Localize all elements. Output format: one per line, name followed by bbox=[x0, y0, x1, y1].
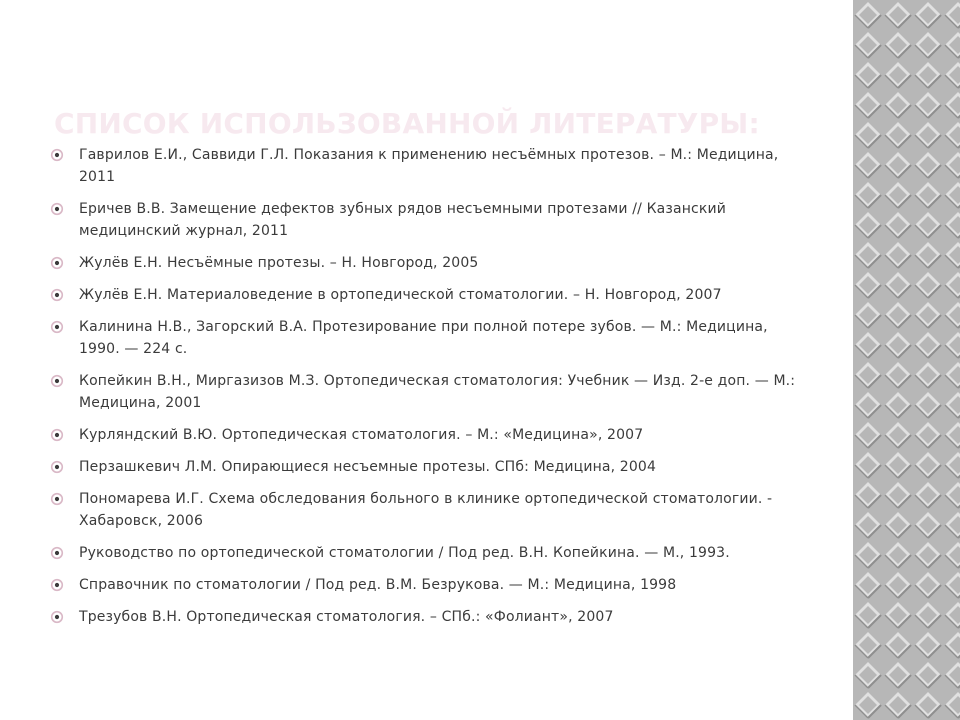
reference-item bbox=[50, 456, 810, 478]
reference-text: Пономарева И.Г. Схема обследования больного в клинике ортопедической стоматологии. - Хабаровск, 2006 bbox=[79, 491, 773, 529]
reference-text: Гаврилов Е.И., Саввиди Г.Л. Показания к применению несъёмных протезов. – М.: Медицина, 2011 bbox=[79, 147, 779, 185]
slide-title: СПИСОК ИСПОЛЬЗОВАННОЙ ЛИТЕРАТУРЫ: bbox=[54, 107, 760, 140]
diamond-pattern bbox=[853, 0, 960, 720]
circled-dot-bullet-icon bbox=[50, 578, 64, 592]
reference-item bbox=[50, 198, 810, 242]
decorative-side-pattern bbox=[853, 0, 960, 720]
circled-dot-bullet-icon bbox=[50, 546, 64, 560]
circled-dot-bullet-icon bbox=[50, 256, 64, 270]
reference-item bbox=[50, 606, 810, 628]
circled-dot-bullet-icon bbox=[50, 492, 64, 506]
reference-text: Копейкин В.Н., Миргазизов М.З. Ортопедическая стоматология: Учебник — Изд. 2-е доп. — М.: Медицина, 2001 bbox=[79, 373, 796, 411]
circled-dot-bullet-icon bbox=[50, 202, 64, 216]
reference-item bbox=[50, 370, 810, 414]
circled-dot-bullet-icon bbox=[50, 320, 64, 334]
reference-text: Трезубов В.Н. Ортопедическая стоматология. – СПб.: «Фолиант», 2007 bbox=[79, 609, 614, 625]
reference-text: Перзашкевич Л.М. Опирающиеся несъемные протезы. СПб: Медицина, 2004 bbox=[79, 459, 657, 475]
circled-dot-bullet-icon bbox=[50, 374, 64, 388]
reference-text: Курляндский В.Ю. Ортопедическая стоматология. – М.: «Медицина», 2007 bbox=[79, 427, 644, 443]
reference-item bbox=[50, 424, 810, 446]
reference-item bbox=[50, 488, 810, 532]
circled-dot-bullet-icon bbox=[50, 428, 64, 442]
reference-item bbox=[50, 284, 810, 306]
reference-text: Калинина Н.В., Загорский В.А. Протезирование при полной потере зубов. — М.: Медицина, 1990. — 224 с. bbox=[79, 319, 768, 357]
reference-list bbox=[50, 144, 810, 638]
reference-item bbox=[50, 252, 810, 274]
reference-text: Жулёв Е.Н. Несъёмные протезы. – Н. Новгород, 2005 bbox=[79, 255, 479, 271]
reference-item bbox=[50, 144, 810, 188]
circled-dot-bullet-icon bbox=[50, 610, 64, 624]
reference-item bbox=[50, 574, 810, 596]
reference-item bbox=[50, 542, 810, 564]
reference-text: Справочник по стоматологии / Под ред. В.М. Безрукова. — М.: Медицина, 1998 bbox=[79, 577, 677, 593]
reference-text: Жулёв Е.Н. Материаловедение в ортопедической стоматологии. – Н. Новгород, 2007 bbox=[79, 287, 722, 303]
circled-dot-bullet-icon bbox=[50, 460, 64, 474]
reference-text: Еричев В.В. Замещение дефектов зубных рядов несъемными протезами // Казанский медицинский журнал, 2011 bbox=[79, 201, 726, 239]
reference-item bbox=[50, 316, 810, 360]
circled-dot-bullet-icon bbox=[50, 148, 64, 162]
circled-dot-bullet-icon bbox=[50, 288, 64, 302]
reference-text: Руководство по ортопедической стоматологии / Под ред. В.Н. Копейкина. — М., 1993. bbox=[79, 545, 730, 561]
